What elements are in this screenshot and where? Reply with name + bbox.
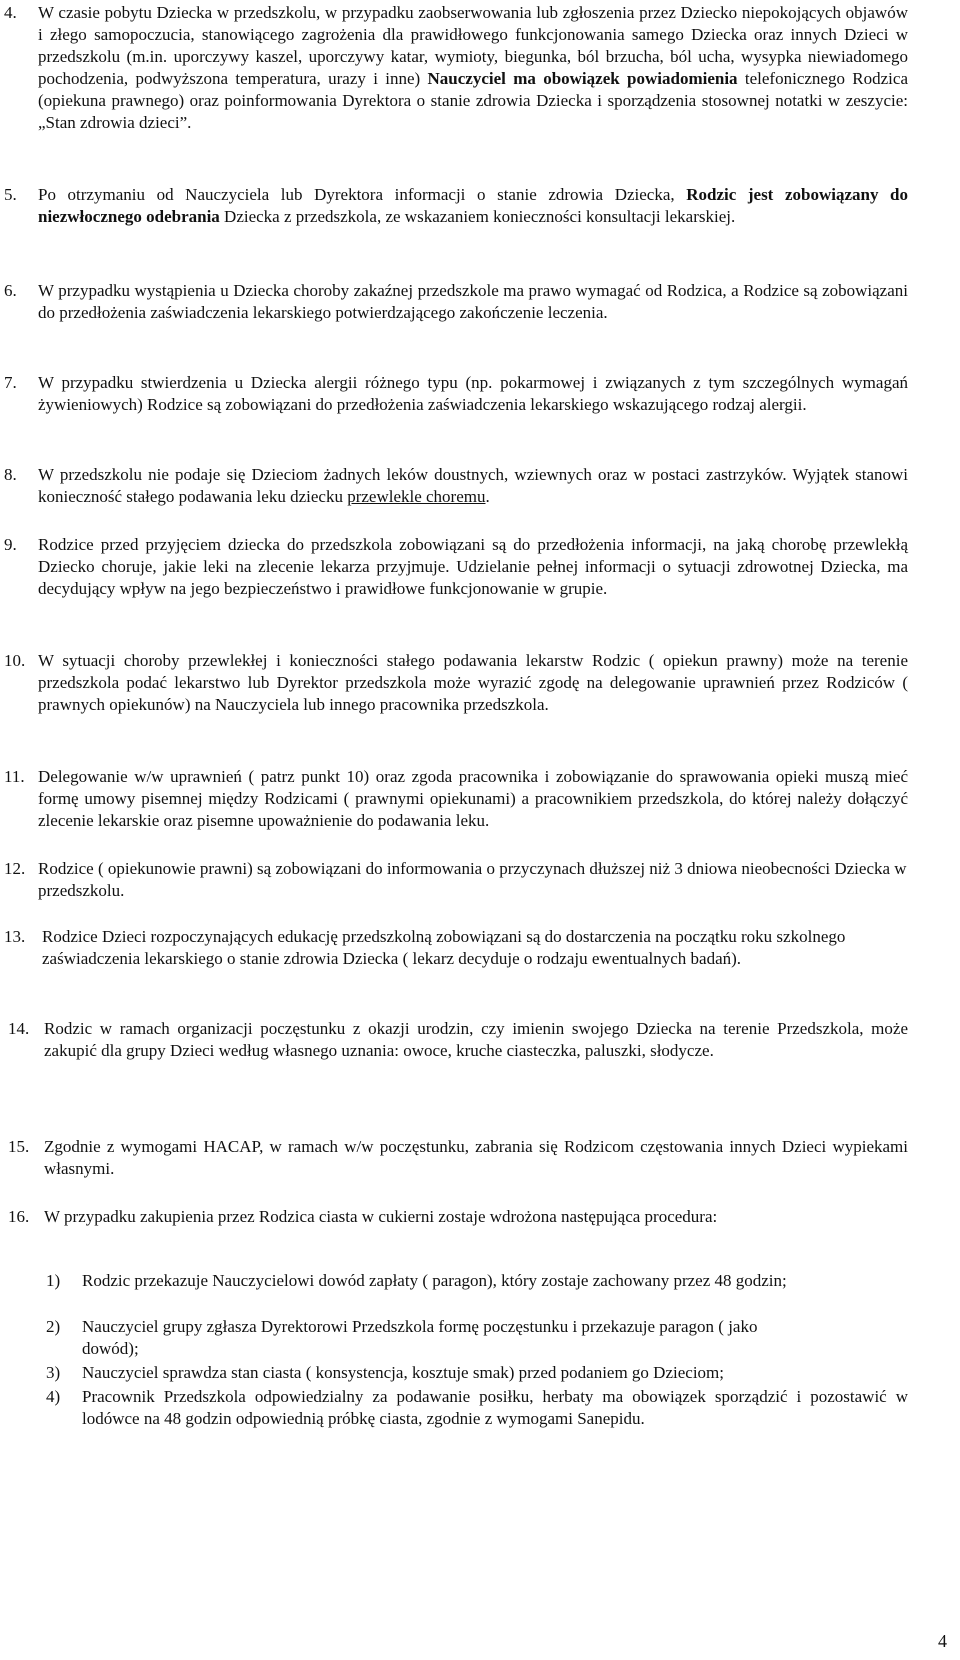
item-number: 9. xyxy=(4,535,17,554)
item-text: Rodzice Dzieci rozpoczynających edukację przedszkolną zobowiązani są do dostarczenia na początku roku szkolnego zaświadczenia lekarskiego o stanie zdrowia Dziecka ( lekarz decyduje o rodzaju ewentualnych badań). xyxy=(42,927,846,968)
item-text: W sytuacji choroby przewlekłej i konieczności stałego podawania lekarstw Rodzic ( opiekun prawny) może na terenie przedszkola podać lekarstwo lub Dyrektor przedszkola może wyrazić zgodę na delegowanie uprawnień przez Rodziców ( prawnych opiekunów) na Nauczyciela lub innego pracownika przedszkola. xyxy=(38,651,908,714)
step-text: Rodzic przekazuje Nauczycielowi dowód zapłaty ( paragon), który zostaje zachowany przez 48 godzin; xyxy=(82,1271,787,1290)
item-number: 8. xyxy=(4,465,17,484)
item-number: 15. xyxy=(8,1137,30,1156)
step-text: Nauczyciel grupy zgłasza Dyrektorowi Przedszkola formę poczęstunku i przekazuje paragon ( jako dowód); xyxy=(82,1317,758,1358)
item-text: W przypadku wystąpienia u Dziecka choroby zakaźnej przedszkole ma prawo wymagać od Rodzica, a Rodzice są zobowiązani do przedłożenia zaświadczenia lekarskiego potwierdzającego zakończenie leczenia. xyxy=(38,281,908,322)
item-text: W przypadku stwierdzenia u Dziecka alergii różnego typu (np. pokarmowej i związanych z tym szczególnych wymagań żywieniowych) Rodzice są zobowiązani do przedłożenia zaświadczenia lekarskiego wskazującego rodzaj alergii. xyxy=(38,373,908,414)
item-number: 4. xyxy=(4,3,17,22)
step-text: Pracownik Przedszkola odpowiedzialny za podawanie posiłku, herbaty ma obowiązek sporządzić i pozostawić w lodówce na 48 godzin odpowiednią próbkę ciasta, zgodnie z wymogami Sanepidu. xyxy=(82,1387,908,1428)
item-text: Rodzic w ramach organizacji poczęstunku z okazji urodzin, czy imienin swojego Dziecka na terenie Przedszkola, może zakupić dla grupy Dzieci według własnego uznania: owoce, kruche ciasteczka, paluszki, słodycze. xyxy=(44,1019,908,1060)
item-number: 6. xyxy=(4,281,17,300)
page-number: 4 xyxy=(938,1631,947,1651)
step-number: 2) xyxy=(46,1317,61,1336)
step-number: 1) xyxy=(46,1271,61,1290)
item-number: 7. xyxy=(4,373,17,392)
item-number: 10. xyxy=(4,651,26,670)
item-number: 12. xyxy=(4,859,26,878)
item-number: 5. xyxy=(4,185,17,204)
item-number: 16. xyxy=(8,1207,30,1226)
item-text: Po otrzymaniu od Nauczyciela lub Dyrektora informacji o stanie zdrowia Dziecka, Rodzic jest zobowiązany do niezwłocznego odebrania Dziecka z przedszkola, ze wskazaniem konieczności konsultacji lekarskiej. xyxy=(38,185,908,226)
item-number: 13. xyxy=(4,927,26,946)
item-text: Rodzice przed przyjęciem dziecka do przedszkola zobowiązani są do przedłożenia informacji, na jaką chorobę przewlekłą Dziecko choruje, jakie leki na zlecenie lekarza przyjmuje. Udzielanie pełnej informacji o sytuacji zdrowotnej Dziecka, ma decydujący wpływ na jego bezpieczeństwo i prawidłowe funkcjonowanie w grupie. xyxy=(38,535,908,598)
step-number: 4) xyxy=(46,1387,61,1406)
step-number: 3) xyxy=(46,1363,61,1382)
step-text: Nauczyciel sprawdza stan ciasta ( konsystencja, kosztuje smak) przed podaniem go Dzieciom; xyxy=(82,1363,724,1382)
item-text: W przedszkolu nie podaje się Dzieciom żadnych leków doustnych, wziewnych oraz w postaci zastrzyków. Wyjątek stanowi konieczność stałego podawania leku dziecku przewlekle choremu. xyxy=(38,465,908,506)
item-text: W przypadku zakupienia przez Rodzica ciasta w cukierni zostaje wdrożona następująca procedura: xyxy=(44,1207,718,1226)
item-text: Rodzice ( opiekunowie prawni) są zobowiązani do informowania o przyczynach dłuższej niż 3 dniowa nieobecności Dziecka w przedszkolu. xyxy=(38,859,907,900)
item-text: Zgodnie z wymogami HACAP, w ramach w/w poczęstunku, zabrania się Rodzicom częstowania innych Dzieci wypiekami własnymi. xyxy=(44,1137,908,1178)
item-number: 14. xyxy=(8,1019,30,1038)
item-text: Delegowanie w/w uprawnień ( patrz punkt 10) oraz zgoda pracownika i zobowiązanie do sprawowania opieki muszą mieć formę umowy pisemnej między Rodzicami ( prawnymi opiekunami) a pracownikiem przedszkola, do której należy dołączyć zlecenie lekarskie oraz pisemne upoważnienie do podawania leku. xyxy=(38,767,908,830)
item-number: 11. xyxy=(4,767,25,786)
item-text: W czasie pobytu Dziecka w przedszkolu, w przypadku zaobserwowania lub zgłoszenia przez Dziecko niepokojących objawów i złego samopoczucia, stanowiącego zagrożenia dla prawidłowego funkcjonowania samego Dziecka oraz innych Dzieci w przedszkolu (m.in. uporczywy kaszel, uporczywy katar, wymioty, biegunka, ból brzucha, ból ucha, wysypka niewiadomego pochodzenia, podwyższona temperatura, urazy i inne) Nauczyciel ma obowiązek powiadomienia telefonicznego Rodzica (opiekuna prawnego) oraz poinformowania Dyrektora o stanie zdrowia Dziecka i sporządzenia stosownej notatki w zeszycie: „Stan zdrowia dzieci”. xyxy=(38,3,908,132)
